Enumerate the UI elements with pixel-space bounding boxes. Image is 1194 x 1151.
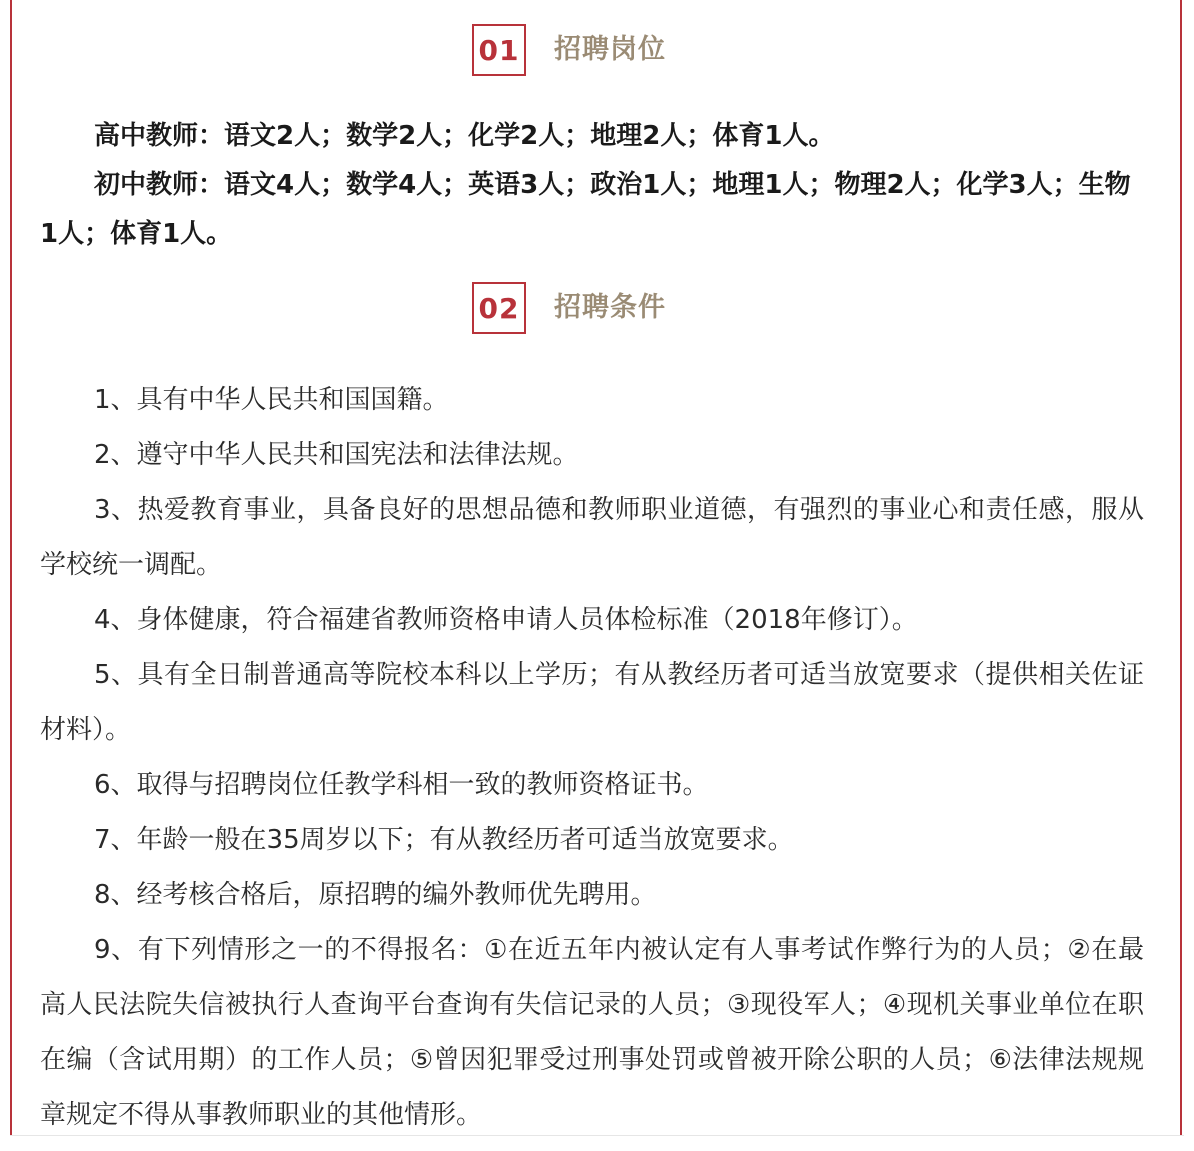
condition-item: 8、经考核合格后，原招聘的编外教师优先聘用。 xyxy=(94,880,657,910)
conditions-list xyxy=(40,373,1144,1143)
junior-high-positions: 初中教师：语文4人；数学4人；英语3人；政治1人；地理1人；物理2人；化学3人；生物1人；体育1人。 xyxy=(40,170,1131,249)
condition-item: 7、年龄一般在35周岁以下；有从教经历者可适当放宽要求。 xyxy=(94,825,794,855)
section-header-positions xyxy=(12,24,1182,80)
section-header-conditions xyxy=(12,282,1182,338)
section-title: 招聘条件 xyxy=(554,292,666,323)
bottom-divider xyxy=(10,1135,1184,1136)
condition-item: 3、热爱教育事业，具备良好的思想品德和教师职业道德，有强烈的事业心和责任感，服从学校统一调配。 xyxy=(40,495,1144,580)
condition-item: 6、取得与招聘岗位任教学科相一致的教师资格证书。 xyxy=(94,770,709,800)
condition-item: 2、遵守中华人民共和国宪法和法律法规。 xyxy=(94,440,579,470)
condition-item: 1、具有中华人民共和国国籍。 xyxy=(94,385,449,415)
section-number-badge: 01 xyxy=(472,24,526,76)
section-number-badge: 02 xyxy=(472,282,526,334)
condition-item: 5、具有全日制普通高等院校本科以上学历；有从教经历者可适当放宽要求（提供相关佐证材料）。 xyxy=(40,660,1144,745)
article-page xyxy=(10,0,1182,1135)
condition-item: 9、有下列情形之一的不得报名：①在近五年内被认定有人事考试作弊行为的人员；②在最高人民法院失信被执行人查询平台查询有失信记录的人员；③现役军人；④现机关事业单位在职在编（含试用期）的工作人员；⑤曾因犯罪受过刑事处罚或曾被开除公职的人员；⑥法律法规规章规定不得从事教师职业的其他情形。 xyxy=(40,935,1144,1130)
section-title: 招聘岗位 xyxy=(554,34,666,65)
high-school-positions: 高中教师：语文2人；数学2人；化学2人；地理2人；体育1人。 xyxy=(94,121,835,151)
condition-item: 4、身体健康，符合福建省教师资格申请人员体检标准（2018年修订）。 xyxy=(94,605,918,635)
